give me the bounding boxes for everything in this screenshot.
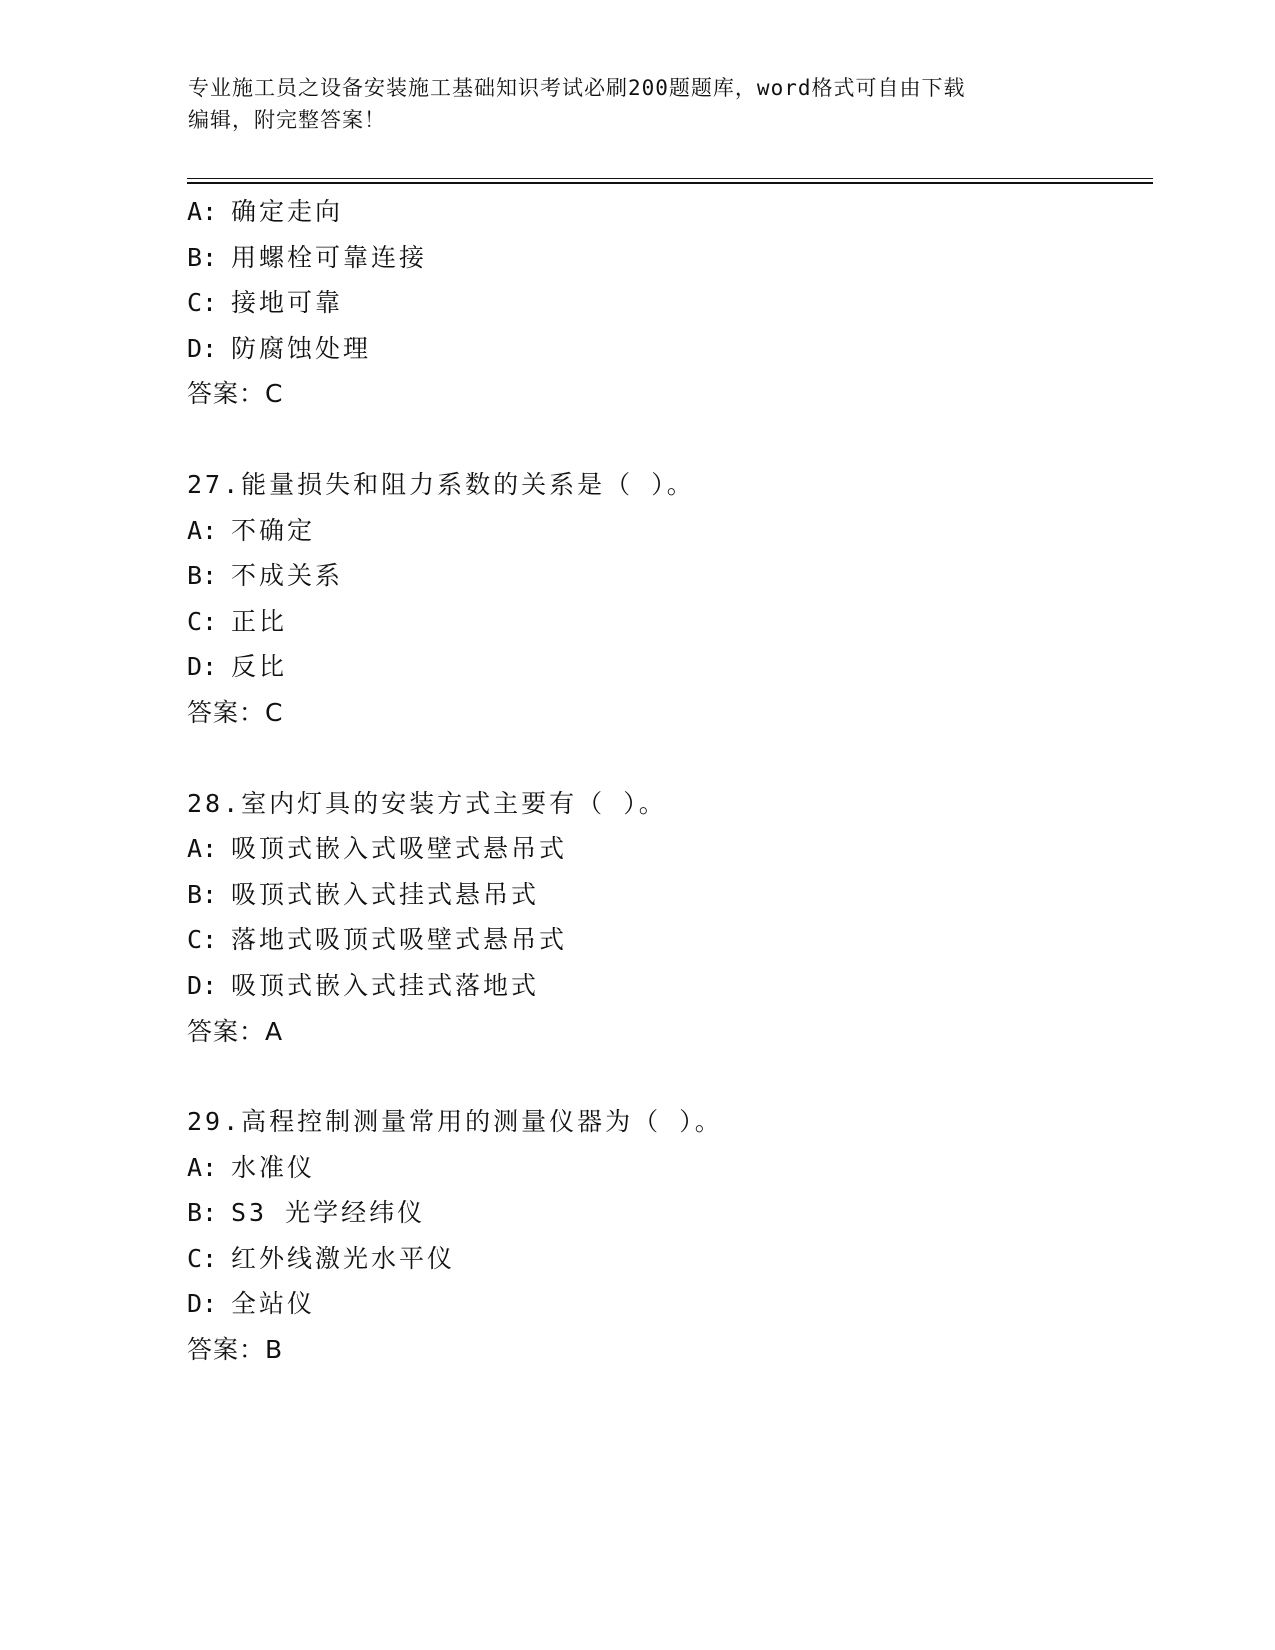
option-key: B: [187, 1198, 218, 1228]
option-text: 防腐蚀处理 [231, 333, 372, 363]
option-text: 吸顶式嵌入式吸壁式悬吊式 [231, 834, 568, 864]
option-key: D: [187, 652, 218, 682]
question-block-26 [187, 189, 1127, 417]
option-text: 吸顶式嵌入式挂式落地式 [231, 970, 540, 1000]
option-key: D: [187, 1289, 218, 1319]
option-text: 落地式吸顶式吸壁式悬吊式 [231, 925, 568, 955]
option-d [187, 326, 1127, 372]
option-text: 反比 [231, 652, 288, 682]
option-b [187, 1190, 1127, 1236]
header-divider-thick [187, 182, 1153, 184]
question-block-29 [187, 1099, 1127, 1373]
answer-line: 答案：C [187, 379, 284, 409]
option-text: 不成关系 [231, 561, 344, 591]
option-a [187, 1145, 1127, 1191]
option-c [187, 1236, 1127, 1282]
answer-line: 答案：A [187, 1016, 284, 1046]
question-title: 27.能量损失和阻力系数的关系是（ ）。 [187, 469, 695, 499]
option-d [187, 1281, 1127, 1327]
option-key: D: [187, 970, 218, 1000]
option-d [187, 644, 1127, 690]
option-key: A: [187, 834, 218, 864]
question-title: 29.高程控制测量常用的测量仪器为（ ）。 [187, 1107, 723, 1137]
option-text: 用螺栓可靠连接 [231, 242, 428, 272]
option-c [187, 917, 1127, 963]
option-key: A: [187, 515, 218, 545]
question-block-27 [187, 462, 1127, 736]
option-b [187, 872, 1127, 918]
option-text: 不确定 [231, 515, 316, 545]
option-key: C: [187, 606, 218, 636]
option-key: A: [187, 197, 218, 226]
option-b [187, 553, 1127, 599]
option-key: C: [187, 1243, 218, 1273]
question-list [187, 189, 1127, 1418]
option-text: 水准仪 [231, 1152, 316, 1182]
header-divider-thin [187, 178, 1153, 179]
option-key: C: [187, 925, 218, 955]
question-block-28 [187, 781, 1127, 1055]
option-text: 正比 [231, 606, 288, 636]
option-d [187, 963, 1127, 1009]
question-title: 28.室内灯具的安装方式主要有（ ）。 [187, 788, 667, 818]
option-text: 红外线激光水平仪 [231, 1243, 456, 1273]
option-text: S3 光学经纬仪 [231, 1198, 426, 1228]
option-c [187, 280, 1127, 326]
header-line-2: 编辑，附完整答案！ [188, 108, 386, 132]
answer-line: 答案：C [187, 697, 284, 727]
option-key: B: [187, 561, 218, 591]
option-text: 确定走向 [231, 197, 344, 226]
option-key: A: [187, 1152, 218, 1182]
option-c [187, 599, 1127, 645]
option-key: C: [187, 288, 218, 318]
option-key: D: [187, 333, 218, 363]
option-a [187, 508, 1127, 554]
option-text: 接地可靠 [231, 288, 344, 318]
option-key: B: [187, 879, 218, 909]
header-line-1: 专业施工员之设备安装施工基础知识考试必刷200题题库，word格式可自由下载 [188, 76, 966, 100]
option-b [187, 235, 1127, 281]
option-a [187, 189, 1127, 235]
document-header [188, 72, 1088, 136]
option-key: B: [187, 242, 218, 272]
option-a [187, 826, 1127, 872]
option-text: 吸顶式嵌入式挂式悬吊式 [231, 879, 540, 909]
answer-line: 答案：B [187, 1335, 284, 1365]
option-text: 全站仪 [231, 1289, 316, 1319]
